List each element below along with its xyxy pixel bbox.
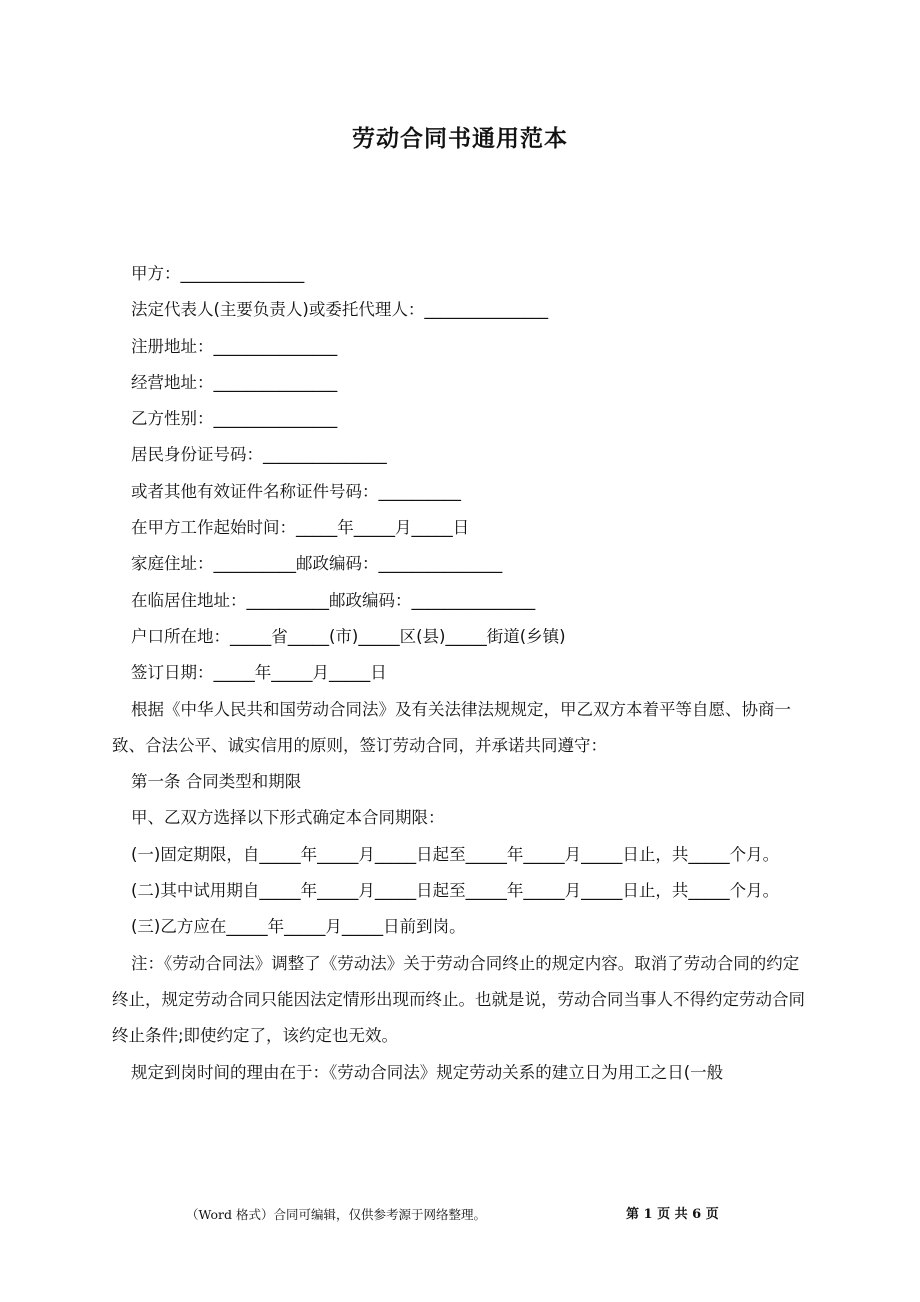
note-paragraph: 注：《劳动合同法》调整了《劳动法》关于劳动合同终止的规定内容。取消了劳动合同的约定终止，规定劳动合同只能因法定情形出现而终止。也就是说，劳动合同当事人不得约定劳动合同终止条件;即使约定了，该约定也无效。 [112, 953, 805, 1046]
field-id-number: 居民身份证号码：_______________ [131, 445, 387, 465]
term-probation-period: (二)其中试用期自_____年_____月_____日起至_____年_____月_____日止，共_____个月。 [131, 881, 780, 901]
field-registered-address: 注册地址：_______________ [131, 336, 338, 356]
footer-page-number: 第 1 页 共 6 页 [626, 1207, 719, 1222]
document-body [112, 256, 812, 1091]
reason-paragraph: 规定到岗时间的理由在于：《劳动合同法》规定劳动关系的建立日为用工之日(一般 [131, 1062, 724, 1082]
field-household-registration: 户口所在地：_____省_____(市)_____区(县)_____街道(乡镇) [131, 626, 566, 646]
field-business-address: 经营地址：_______________ [131, 372, 338, 392]
document-title: 劳动合同书通用范本 [352, 126, 568, 152]
field-signing-date: 签订日期：_____年_____月_____日 [131, 663, 387, 683]
article-1-lead: 甲、乙双方选择以下形式确定本合同期限： [131, 808, 445, 828]
field-home-address: 家庭住址：__________邮政编码：_______________ [131, 554, 503, 574]
intro-paragraph: 根据《中华人民共和国劳动合同法》及有关法律法规规定，甲乙双方本着平等自愿、协商一致、合法公平、诚实信用的原则，签订劳动合同，并承诺共同遵守： [112, 699, 791, 755]
term-report-date: (三)乙方应在_____年_____月_____日前到岗。 [131, 917, 466, 937]
field-start-date: 在甲方工作起始时间：_____年_____月_____日 [131, 518, 470, 538]
article-1-heading: 第一条 合同类型和期限 [131, 772, 302, 792]
field-other-certificate: 或者其他有效证件名称证件号码：__________ [131, 481, 461, 501]
field-party-b-gender: 乙方性别：_______________ [131, 409, 338, 429]
term-fixed-period: (一)固定期限，自_____年_____月_____日起至_____年_____月_____日止，共_____个月。 [131, 844, 780, 864]
field-legal-representative: 法定代表人(主要负责人)或委托代理人：_______________ [131, 300, 549, 320]
field-party-a: 甲方：_______________ [131, 264, 305, 283]
footer-disclaimer: （Word 格式）合同可编辑，仅供参考源于网络整理。 [186, 1207, 486, 1222]
field-temporary-address: 在临居住地址：__________邮政编码：_______________ [131, 590, 536, 610]
